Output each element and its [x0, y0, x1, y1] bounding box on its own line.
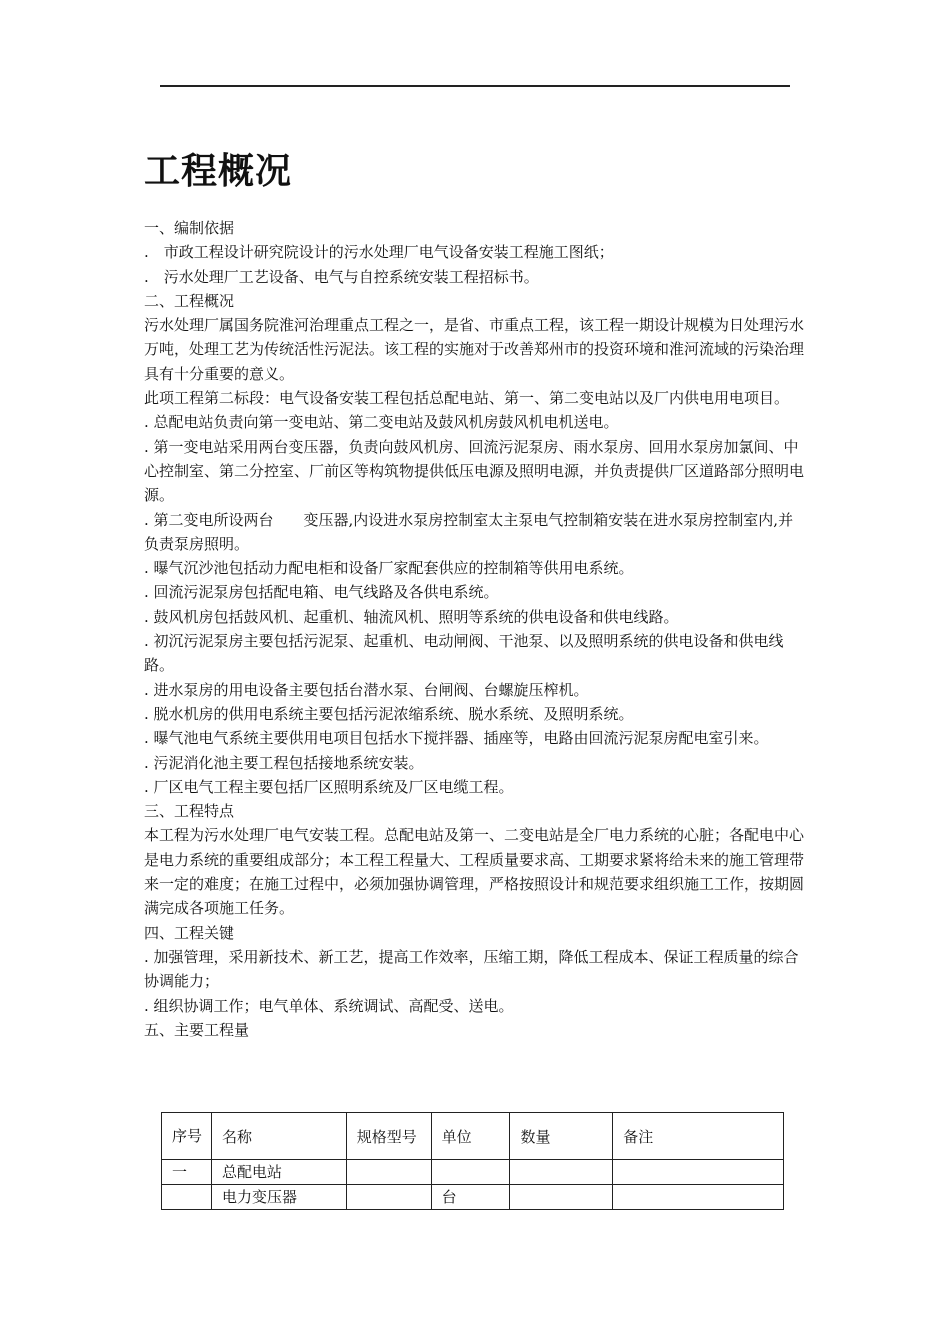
list-item: . 脱水机房的供用电系统主要包括污泥浓缩系统、脱水系统、及照明系统。 — [144, 704, 634, 723]
list-item: . 市政工程设计研究院设计的污水处理厂电气设备安装工程施工图纸； — [144, 243, 614, 262]
table-cell — [162, 1185, 212, 1210]
paragraph: 此项工程第二标段：电气设备安装工程包括总配电站、第一、第二变电站以及厂内供电用电项目。 — [144, 389, 790, 408]
table-cell — [346, 1160, 431, 1185]
list-item: . 初沉污泥泵房主要包括污泥泵、起重机、电动闸阀、干池泵、以及照明系统的供电设备和供电线路。 — [144, 632, 784, 675]
table-cell: 台 — [431, 1185, 510, 1210]
list-item: . 厂区电气工程主要包括厂区照明系统及厂区电缆工程。 — [144, 777, 514, 796]
list-item: . 污泥消化池主要工程包括接地系统安装。 — [144, 753, 424, 772]
section-heading: 四、工程关键 — [144, 923, 235, 942]
list-item: . 污水处理厂工艺设备、电气与自控系统安装工程招标书。 — [144, 267, 539, 286]
table-cell: 电力变压器 — [211, 1185, 346, 1210]
table-cell — [613, 1185, 784, 1210]
table-cell — [431, 1160, 510, 1185]
list-item: . 曝气沉沙池包括动力配电柜和设备厂家配套供应的控制箱等供用电系统。 — [144, 559, 634, 578]
table-header-cell: 名称 — [211, 1113, 346, 1160]
list-item: . 组织协调工作；电气单体、系统调试、高配受、送电。 — [144, 996, 514, 1015]
table-header-cell: 单位 — [431, 1113, 510, 1160]
table-header-cell: 规格型号 — [346, 1113, 431, 1160]
table-cell — [346, 1185, 431, 1210]
paragraph: 本工程为污水处理厂电气安装工程。总配电站及第一、二变电站是全厂电力系统的心脏；各配电中心是电力系统的重要组成部分；本工程工程量大、工程质量要求高、工期要求紧将给未来的施工管理带来一定的难度；在施工过程中，必须加强协调管理，严格按照设计和规范要求组织施工工作，按期圆 满完成各项施工任务。 — [144, 826, 805, 918]
section-heading: 五、主要工程量 — [144, 1020, 250, 1039]
header-rule — [160, 85, 790, 87]
table-header-cell: 备注 — [613, 1113, 784, 1160]
list-item: . 曝气池电气系统主要供用电项目包括水下搅拌器、插座等，电路由回流污泥泵房配电室引来。 — [144, 729, 769, 748]
table-cell: 一 — [162, 1160, 212, 1185]
table-header-cell: 序号 — [162, 1113, 212, 1160]
list-item: . 加强管理，采用新技术、新工艺，提高工作效率，压缩工期，降低工程成本、保证工程质量的综合协调能力； — [144, 947, 799, 991]
quantity-table — [161, 1112, 784, 1210]
list-item: . 回流污泥泵房包括配电箱、电气线路及各供电系统。 — [144, 583, 499, 602]
list-item: . 总配电站负责向第一变电站、第二变电站及鼓风机房鼓风机电机送电。 — [144, 413, 619, 432]
section-heading: 二、工程概况 — [144, 291, 235, 310]
list-item: . 第二变电所设两台 变压器,内设进水泵房控制室太主泵电气控制箱安装在进水泵房控制室内,并负责泵房照明。 — [144, 510, 794, 553]
list-item: . 鼓风机房包括鼓风机、起重机、轴流风机、照明等系统的供电设备和供电线路。 — [144, 607, 679, 626]
list-item: . 第一变电站采用两台变压器，负责向鼓风机房、回流污泥泵房、雨水泵房、回用水泵房加氯间、中心控制室、第二分控室、厂前区等构筑物提供低压电源及照明电源，并负责提供厂区道路部分照明电源。 — [144, 437, 805, 505]
list-item: . 进水泵房的用电设备主要包括台潜水泵、台闸阀、台螺旋压榨机。 — [144, 680, 589, 699]
table-header-row — [162, 1113, 784, 1160]
table-cell — [613, 1160, 784, 1185]
document-body — [144, 216, 808, 1042]
table-cell — [510, 1185, 613, 1210]
table-header-cell: 数量 — [510, 1113, 613, 1160]
table-row — [162, 1160, 784, 1185]
section-heading: 三、工程特点 — [144, 802, 235, 821]
section-heading: 一、编制依据 — [144, 219, 235, 237]
table-cell — [510, 1160, 613, 1185]
table-row — [162, 1185, 784, 1210]
table-cell: 总配电站 — [211, 1160, 346, 1185]
page-title: 工程概况 — [144, 150, 293, 192]
paragraph: 污水处理厂属国务院淮河治理重点工程之一，是省、市重点工程，该工程一期设计规模为日处理污水万吨，处理工艺为传统活性污泥法。该工程的实施对于改善郑州市的投资环境和淮河流域的污染治理具有十分重要的意义。 — [144, 316, 805, 383]
